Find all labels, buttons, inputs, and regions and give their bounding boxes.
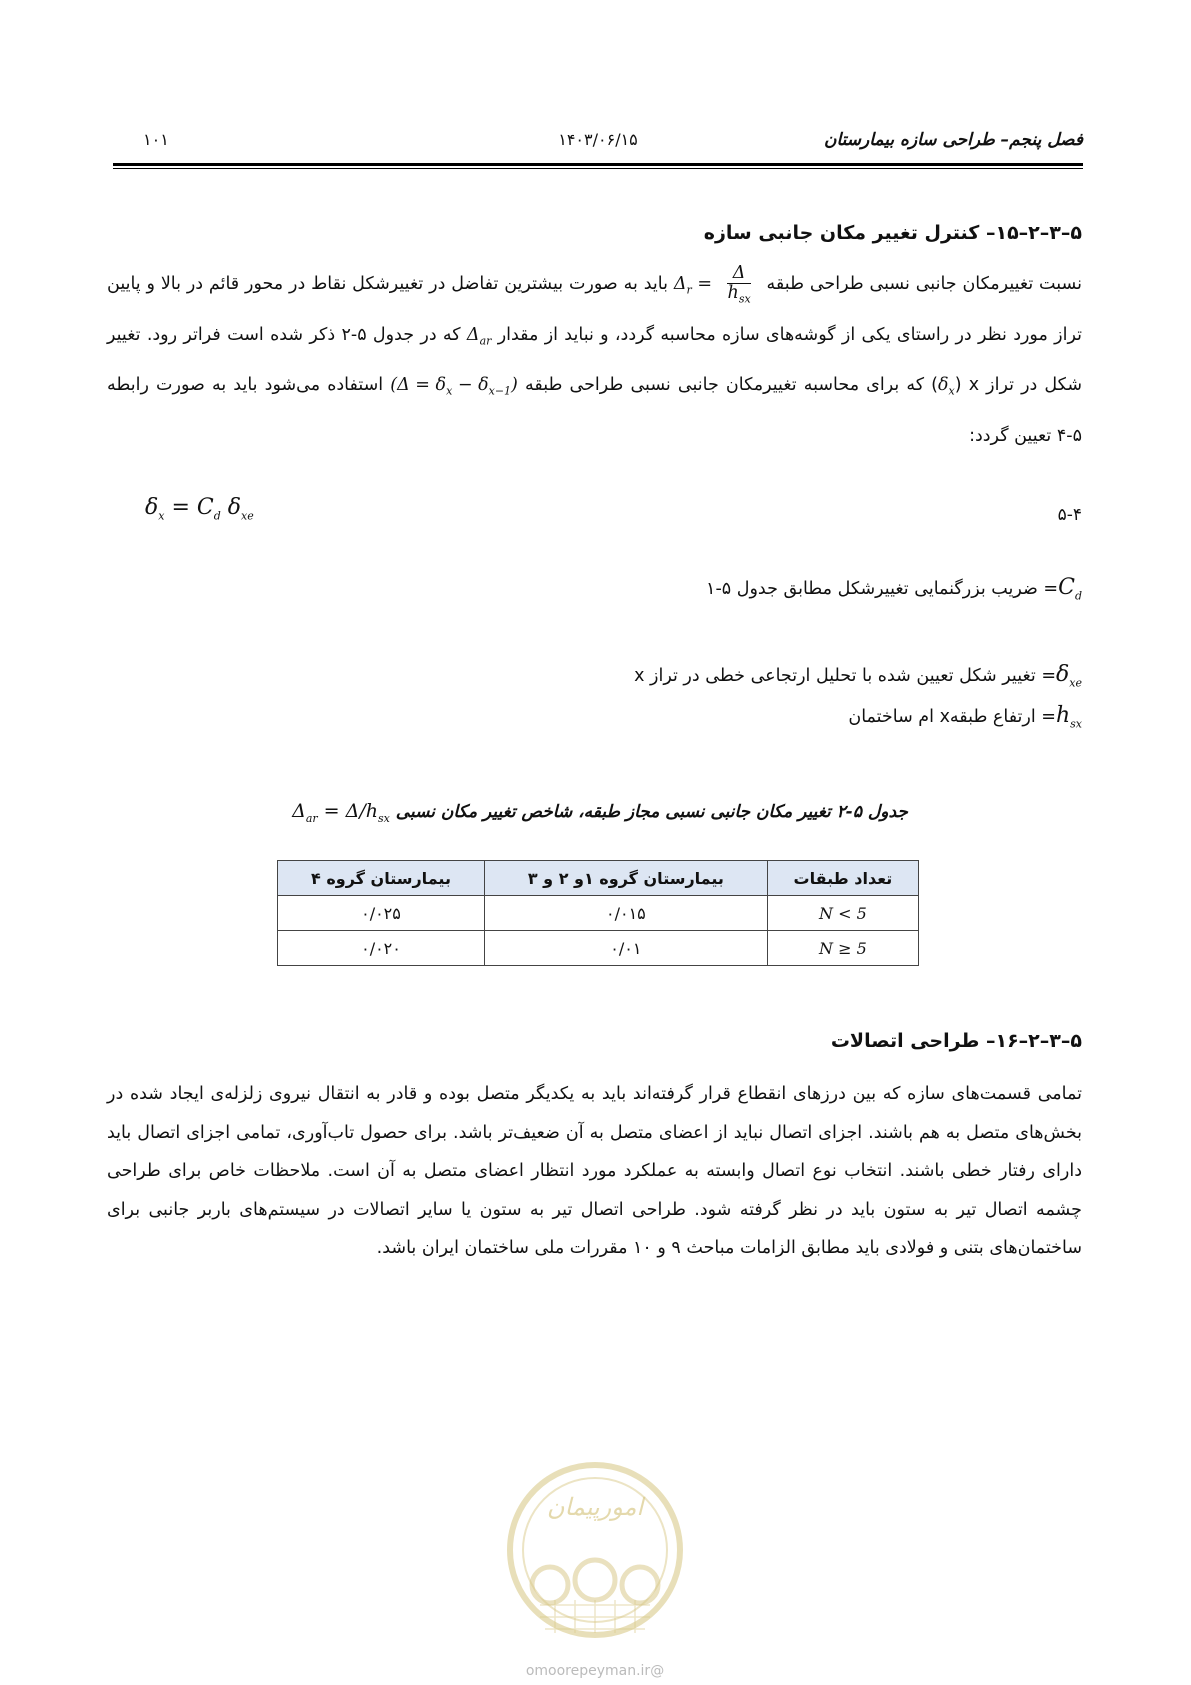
drift-limits-table: [277, 860, 919, 966]
delta-x-symbol: $\delta_x$: [937, 375, 955, 398]
definition-hsx: [848, 703, 1082, 730]
header-groups-1-3: بیمارستان گروه ۱و ۲ و ۳: [484, 861, 767, 896]
table-header-row: [278, 861, 919, 896]
cd-symbol: $C_d$: [1058, 575, 1082, 603]
header-stories: تعداد طبقات: [767, 861, 918, 896]
definition-cd: [706, 575, 1082, 602]
table-cell: ۰/۰۱: [484, 931, 767, 966]
drift-text-b: باید به صورت بیشترین تفاضل در تغییرشکل نقاط در محور قائم در بالا و پایین تراز مورد نظر در راستای یکی از گوشه‌های سازه محاسبه گردد، و نباید از مقدار: [107, 274, 1082, 345]
hsx-symbol: $h_{sx}$: [1055, 703, 1082, 731]
table-row: [278, 931, 919, 966]
table-cell: ۰/۰۲۵: [278, 896, 485, 931]
header-group-4: بیمارستان گروه ۴: [278, 861, 485, 896]
section-title-connections: ۵–۳–۲–۱۶– طراحی اتصالات: [830, 1030, 1082, 1052]
chapter-title: فصل پنجم– طراحی سازه بیمارستان: [823, 130, 1083, 150]
watermark-logo-text: امورپیمان: [546, 1493, 644, 1521]
table-caption-formula: $\Delta_{ar} = \Delta/h_{sx}$: [292, 800, 390, 825]
definition-dxe-text: = تغییر شکل تعیین شده با تحلیل ارتجاعی خطی در تراز x: [634, 666, 1057, 686]
header-rule-thin: [113, 168, 1083, 169]
page-number: ۱۰۱: [143, 130, 169, 149]
definition-cd-text: = ضریب بزرگنمایی تغییرشکل مطابق جدول ۵-۱: [706, 579, 1059, 599]
section-title-drift: ۵–۳–۲–۱۵– کنترل تغییر مکان جانبی سازه: [703, 222, 1082, 244]
drift-ratio-formula: $\Delta_r$ = $\frac{\Delta}{h_{sx}}$: [673, 262, 751, 306]
definition-dxe: [634, 662, 1082, 689]
table-row: [278, 896, 919, 931]
table-cell: ۰/۰۲۰: [278, 931, 485, 966]
table-caption: [260, 800, 940, 825]
header-date: ۱۴۰۳/۰۶/۱۵: [558, 130, 638, 149]
dxe-symbol: $\delta_{xe}$: [1056, 662, 1082, 690]
delta-definition-formula: $(\Delta = \delta_x - \delta_{x-1})$: [390, 375, 518, 398]
table-cell: N < 5: [767, 896, 918, 931]
drift-paragraph: [107, 262, 1082, 459]
equation-formula: $\delta_x = C_d$ $\delta_{xe}$: [145, 495, 254, 523]
definition-hsx-text: = ارتفاع طبقهx ام ساختمان: [848, 707, 1056, 727]
connections-paragraph: تمامی قسمت‌های سازه که بین درزهای انقطاع قرار گرفته‌اند باید به یکدیگر متصل بوده و قادر به انتقال نیروی زلزله‌ی ایجاد شده در بخش‌های متصل به هم باشند. اجزای اتصال نباید از اعضای متصل به آن ضعیف‌تر باشد. برای حصول تاب‌آوری، تمامی اجزای اتصال باید دارای رفتار خطی باشند. انتخاب نوع اتصال وابسته به عملکرد مورد انتظار اعضای متصل به آن است. ملاحظات خاص برای طراحی چشمه اتصال تیر به ستون باید در نظر گرفته شود. طراحی اتصال تیر به ستون یا سایر اتصالات در سیستم‌های باربر جانبی برای ساختمان‌های بتنی و فولادی باید مطابق الزامات مباحث ۹ و ۱۰ مقررات ملی ساختمان ایران باشد.: [107, 1084, 1082, 1258]
header-rule: [113, 163, 1083, 166]
drift-text-d: ) که برای محاسبه تغییرمکان جانبی نسبی طراحی طبقه: [524, 375, 938, 395]
drift-text-a: نسبت تغییرمکان جانبی نسبی طراحی طبقه: [766, 274, 1082, 294]
watermark-url: @omoorepeyman.ir: [525, 1663, 665, 1679]
equation-number: ۵-۴: [1057, 505, 1082, 525]
omoorepeyman-watermark-logo: [495, 1455, 695, 1685]
table-cell: ۰/۰۱۵: [484, 896, 767, 931]
table-caption-text: جدول ۵-۲ تغییر مکان جانبی نسبی مجاز طبقه، شاخص تغییر مکان نسبی: [395, 802, 908, 822]
table-cell: N ≥ 5: [767, 931, 918, 966]
drift-text-e: استفاده می‌شود باید به صورت رابطه ۵-۴ تعیین گردد:: [107, 375, 1082, 446]
drift-text-c: که در جدول ۵-۲ ذکر شده است فراتر رود. تغییر شکل در تراز x (: [107, 324, 1083, 395]
allowable-drift-symbol: $\Delta_{ar}$: [466, 324, 492, 347]
